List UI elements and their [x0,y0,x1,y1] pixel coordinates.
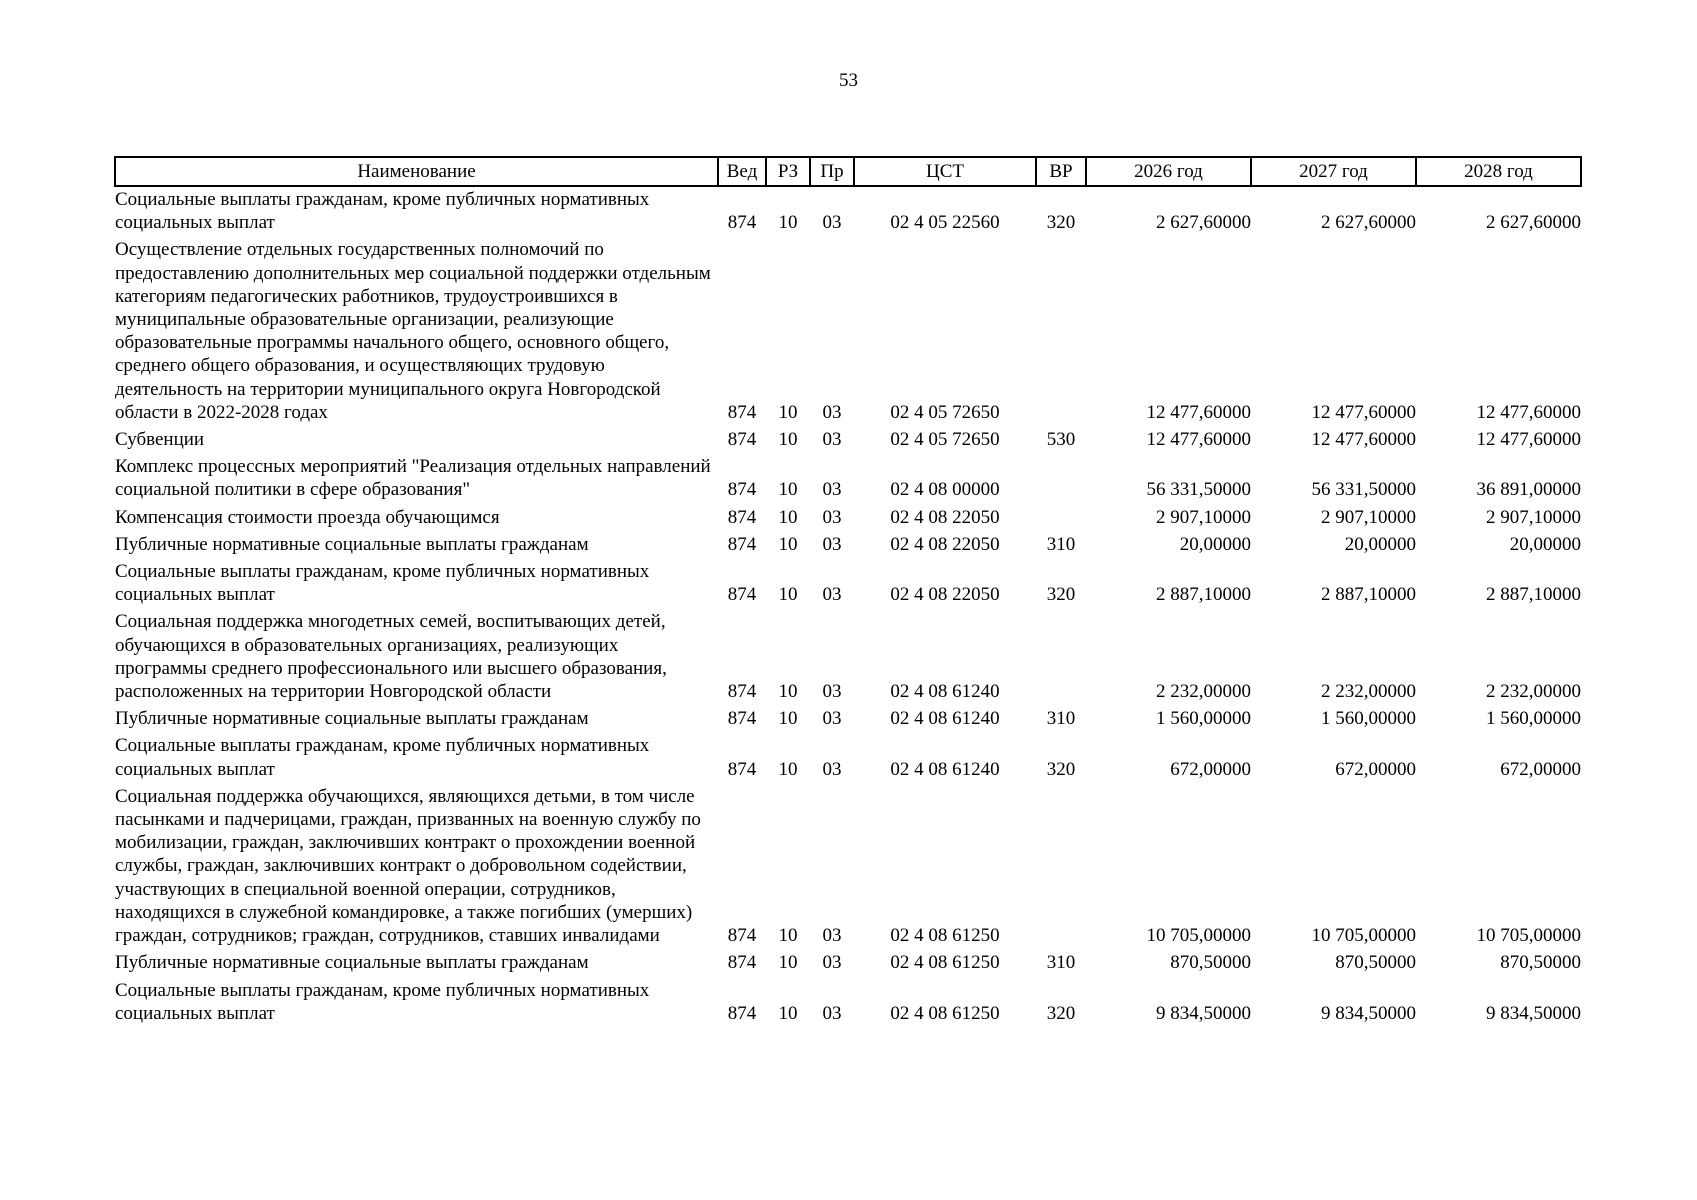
row-pr: 03 [822,401,842,423]
row-ved: 874 [727,533,757,555]
row-amount-2026: 2 907,10000 [1156,506,1251,528]
row-vr: 310 [1046,952,1076,974]
row-amount-2027: 2 887,10000 [1321,584,1416,606]
column-header-2028: 2028 год [1416,157,1581,186]
row-ved: 874 [727,708,757,730]
row-vr: 320 [1046,1002,1076,1024]
row-name: Комплекс процессных мероприятий "Реализация отдельных направлений социальной политики в сфере образования" [115,456,711,501]
row-ved: 874 [727,1002,757,1024]
row-pr: 03 [822,1002,842,1024]
row-cst: 02 4 08 61240 [890,681,1000,703]
row-cst: 02 4 08 61250 [890,925,1000,947]
row-name: Социальные выплаты гражданам, кроме публичных нормативных социальных выплат [115,561,650,606]
row-amount-2028: 1 560,00000 [1486,708,1581,730]
row-ved: 874 [727,584,757,606]
row-amount-2026: 672,00000 [1170,758,1251,780]
column-header-rz: РЗ [766,157,810,186]
table-row [115,732,1581,782]
row-cst: 02 4 08 61250 [890,1002,1000,1024]
row-cst: 02 4 08 61240 [890,708,1000,730]
row-vr [1036,608,1086,705]
table-row [115,504,1581,531]
row-rz: 10 [778,506,798,528]
row-vr: 320 [1046,758,1076,780]
row-ved: 874 [727,479,757,501]
row-vr [1036,453,1086,503]
table-row [115,949,1581,976]
row-amount-2028: 20,00000 [1509,533,1581,555]
row-vr [1036,236,1086,426]
row-ved: 874 [727,681,757,703]
row-pr: 03 [822,681,842,703]
row-amount-2026: 2 232,00000 [1156,681,1251,703]
row-name: Компенсация стоимости проезда обучающимся [115,506,500,528]
row-rz: 10 [778,212,798,234]
row-amount-2027: 2 627,60000 [1321,212,1416,234]
table-row [115,453,1581,503]
row-vr: 320 [1046,584,1076,606]
row-ved: 874 [727,401,757,423]
row-rz: 10 [778,584,798,606]
row-amount-2026: 12 477,60000 [1146,429,1251,451]
row-amount-2028: 2 907,10000 [1486,506,1581,528]
row-ved: 874 [727,429,757,451]
row-amount-2027: 2 232,00000 [1321,681,1416,703]
row-cst: 02 4 08 22050 [890,506,1000,528]
row-pr: 03 [822,533,842,555]
column-header-vr: ВР [1036,157,1086,186]
row-amount-2027: 20,00000 [1344,533,1416,555]
row-rz: 10 [778,401,798,423]
row-cst: 02 4 08 22050 [890,533,1000,555]
row-cst: 02 4 05 22560 [890,212,1000,234]
row-amount-2026: 56 331,50000 [1146,479,1251,501]
row-ved: 874 [727,212,757,234]
row-name: Публичные нормативные социальные выплаты гражданам [115,533,589,555]
row-cst: 02 4 08 22050 [890,584,1000,606]
row-amount-2027: 12 477,60000 [1311,401,1416,423]
row-pr: 03 [822,952,842,974]
row-name: Социальные выплаты гражданам, кроме публичных нормативных социальных выплат [115,735,650,780]
row-amount-2026: 12 477,60000 [1146,401,1251,423]
table-row [115,186,1581,236]
row-name: Субвенции [115,429,205,451]
row-name: Публичные нормативные социальные выплаты гражданам [115,952,589,974]
table-body [115,186,1581,1027]
row-amount-2027: 2 907,10000 [1321,506,1416,528]
row-rz: 10 [778,533,798,555]
row-amount-2028: 10 705,00000 [1476,925,1581,947]
row-pr: 03 [822,925,842,947]
budget-table [114,156,1582,1027]
column-header-ved: Вед [718,157,766,186]
row-amount-2027: 10 705,00000 [1311,925,1416,947]
row-pr: 03 [822,212,842,234]
row-cst: 02 4 08 61240 [890,758,1000,780]
row-pr: 03 [822,584,842,606]
row-rz: 10 [778,479,798,501]
row-amount-2028: 870,50000 [1500,952,1581,974]
row-amount-2028: 12 477,60000 [1476,429,1581,451]
row-amount-2028: 12 477,60000 [1476,401,1581,423]
row-ved: 874 [727,925,757,947]
row-vr: 310 [1046,708,1076,730]
row-cst: 02 4 05 72650 [890,401,1000,423]
row-amount-2027: 9 834,50000 [1321,1002,1416,1024]
row-amount-2028: 2 627,60000 [1486,212,1581,234]
table-row [115,977,1581,1027]
table-header-row [115,157,1581,186]
row-pr: 03 [822,708,842,730]
row-name: Социальная поддержка обучающихся, являющихся детьми, в том числе пасынками и падчерицами, граждан, призванных на военную службу по мобилизации, граждан, заключивших контракт о прохождении военной службы, граждан, заключивших контракт о добровольном содействии, участвующих в специальной военной операции, сотрудников, находящихся в служебной командировке, а также погибших (умерших) граждан, сотрудников; граждан, сотрудников, ставших инвалидами [115,785,701,947]
row-name: Социальные выплаты гражданам, кроме публичных нормативных социальных выплат [115,189,650,234]
table-row [115,783,1581,949]
row-amount-2026: 2 627,60000 [1156,212,1251,234]
row-vr [1036,783,1086,949]
row-pr: 03 [822,479,842,501]
row-amount-2027: 1 560,00000 [1321,708,1416,730]
row-rz: 10 [778,429,798,451]
row-amount-2026: 1 560,00000 [1156,708,1251,730]
row-name: Публичные нормативные социальные выплаты гражданам [115,708,589,730]
row-amount-2027: 12 477,60000 [1311,429,1416,451]
row-amount-2026: 10 705,00000 [1146,925,1251,947]
row-amount-2027: 56 331,50000 [1311,479,1416,501]
row-name: Социальные выплаты гражданам, кроме публичных нормативных социальных выплат [115,979,650,1024]
column-header-name: Наименование [115,157,718,186]
row-amount-2028: 36 891,00000 [1476,479,1581,501]
row-amount-2026: 870,50000 [1170,952,1251,974]
row-amount-2028: 2 232,00000 [1486,681,1581,703]
row-pr: 03 [822,429,842,451]
column-header-pr: Пр [810,157,854,186]
table-row [115,705,1581,732]
table-row [115,531,1581,558]
row-name: Социальная поддержка многодетных семей, воспитывающих детей, обучающихся в образовательных организациях, реализующих программы среднего профессионального или высшего образования, расположенных на территории Новгородской области [115,611,667,703]
row-pr: 03 [822,758,842,780]
row-amount-2026: 20,00000 [1179,533,1251,555]
row-amount-2027: 672,00000 [1335,758,1416,780]
column-header-2026: 2026 год [1086,157,1251,186]
row-cst: 02 4 08 61250 [890,952,1000,974]
row-vr: 320 [1046,212,1076,234]
row-rz: 10 [778,925,798,947]
row-rz: 10 [778,952,798,974]
row-ved: 874 [727,758,757,780]
row-rz: 10 [778,708,798,730]
row-rz: 10 [778,1002,798,1024]
row-amount-2028: 672,00000 [1500,758,1581,780]
row-cst: 02 4 08 00000 [890,479,1000,501]
row-vr: 310 [1046,533,1076,555]
row-rz: 10 [778,681,798,703]
row-amount-2027: 870,50000 [1335,952,1416,974]
column-header-2027: 2027 год [1251,157,1416,186]
row-ved: 874 [727,506,757,528]
row-pr: 03 [822,506,842,528]
row-vr [1036,504,1086,531]
row-amount-2026: 2 887,10000 [1156,584,1251,606]
page-number: 53 [839,70,858,91]
row-amount-2028: 2 887,10000 [1486,584,1581,606]
table-row [115,426,1581,453]
row-vr: 530 [1046,429,1076,451]
row-cst: 02 4 05 72650 [890,429,1000,451]
row-ved: 874 [727,952,757,974]
row-amount-2026: 9 834,50000 [1156,1002,1251,1024]
column-header-cst: ЦСТ [854,157,1036,186]
table-row [115,236,1581,426]
row-name: Осуществление отдельных государственных полномочий по предоставлению дополнительных мер социальной поддержки отдельным категориям педагогических работников, трудоустроившихся в муниципальные образовательные организации, реализующие образовательные программы начального общего, основного общего, среднего общего образования, и осуществляющих трудовую деятельность на территории муниципального округа Новгородской области в 2022-2028 годах [115,239,711,423]
table-row [115,558,1581,608]
row-rz: 10 [778,758,798,780]
row-amount-2028: 9 834,50000 [1486,1002,1581,1024]
table-row [115,608,1581,705]
